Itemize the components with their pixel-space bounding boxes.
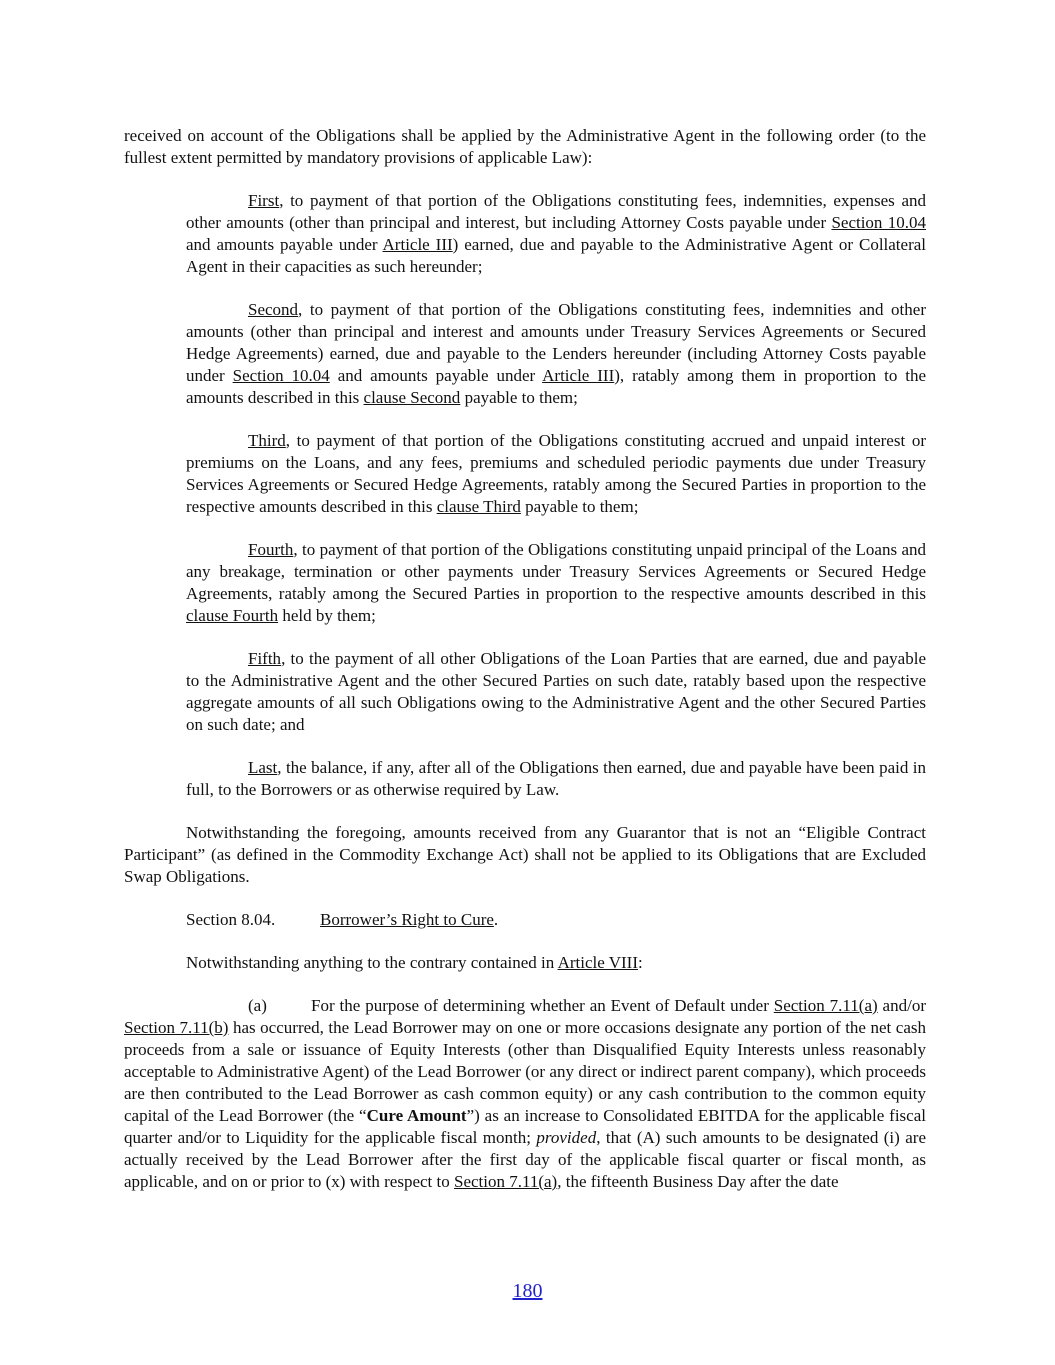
paragraph-a: (a) For the purpose of determining whether an Event of Default under Section 7.11(a) and/or Section 7.11(b) has occurred, the Lead Borrower may on one or more occasions designate any portion of the net cash proceeds from a sale or issuance of Equity Interests (other than Disqualified Equity Interests unless reasonably acceptable to Administrative Agent) of the Lead Borrower (or any direct or indirect parent company), which proceeds are then contributed to the Lead Borrower as cash common equity) or any cash contribution to the common equity capital of the Lead Borrower (the “Cure Amount”) as an increase to Consolidated EBITDA for the applicable fiscal quarter and/or to Liquidity for the applicable fiscal month; provided, that (A) such amounts to be designated (i) are actually received by the Lead Borrower after the first day of the applicable fiscal quarter or fiscal month, as applicable, and on or prior to (x) with respect to Section 7.11(a), the fifteenth Business Day after the date bbox=[124, 996, 926, 1191]
notwithstanding-paragraph: Notwithstanding the foregoing, amounts received from any Guarantor that is not an “Eligible Contract Participant” (as defined in the Commodity Exchange Act) shall not be applied to its Obligations that are Excluded Swap Obligations. bbox=[124, 823, 926, 886]
clause-first: First, to payment of that portion of the Obligations constituting fees, indemnities, expenses and other amounts (other than principal and interest, but including Attorney Costs payable under Section 10.04 and amounts payable under Article III) earned, due and payable to the Administrative Agent or Collateral Agent in their capacities as such hereunder; bbox=[186, 191, 927, 276]
page-number[interactable]: 180 bbox=[512, 1280, 543, 1302]
clause-last: Last, the balance, if any, after all of the Obligations then earned, due and payable have been paid in full, to the Borrowers or as otherwise required by Law. bbox=[186, 758, 926, 799]
clause-fifth: Fifth, to the payment of all other Obligations of the Loan Parties that are earned, due and payable to the Administrative Agent and the other Secured Parties on such date, ratably based upon the respective aggregate amounts of all such Obligations owing to the Administrative Agent and the other Secured Parties on such date; and bbox=[186, 649, 926, 734]
section-heading: Section 8.04. Borrower’s Right to Cure. bbox=[186, 910, 499, 929]
clause-second: Second, to payment of that portion of the Obligations constituting fees, indemnities and other amounts (other than principal and interest and amounts under Treasury Services Agreements or Secured Hedge Agreements) earned, due and payable to the Lenders hereunder (including Attorney Costs payable under Section 10.04 and amounts payable under Article III), ratably among them in proportion to the amounts described in this clause Second payable to them; bbox=[186, 300, 926, 407]
waterfall-list bbox=[124, 190, 926, 801]
document-page bbox=[124, 125, 926, 1214]
notwithstanding-article-viii: Notwithstanding anything to the contrary contained in Article VIII: bbox=[186, 953, 643, 972]
link-section-10-04[interactable]: Section 10.04 bbox=[831, 213, 926, 232]
clause-third: Third, to payment of that portion of the Obligations constituting accrued and unpaid interest or premiums on the Loans, and any fees, premiums and scheduled periodic payments due under Treasury Services Agreements or Secured Hedge Agreements, ratably among the Secured Parties in proportion to the respective amounts described in this clause Third payable to them; bbox=[186, 431, 926, 516]
clause-fourth: Fourth, to payment of that portion of the Obligations constituting unpaid principal of the Loans and any breakage, termination or other payments under Treasury Services Agreements or Secured Hedge Agreements, ratably among the Secured Parties in proportion to the respective amounts described in this clause Fourth held by them; bbox=[186, 540, 926, 625]
link-article-iii[interactable]: Article III bbox=[382, 235, 453, 254]
intro-paragraph: received on account of the Obligations shall be applied by the Administrative Agent in the following order (to the fullest extent permitted by mandatory provisions of applicable Law): bbox=[124, 126, 926, 167]
